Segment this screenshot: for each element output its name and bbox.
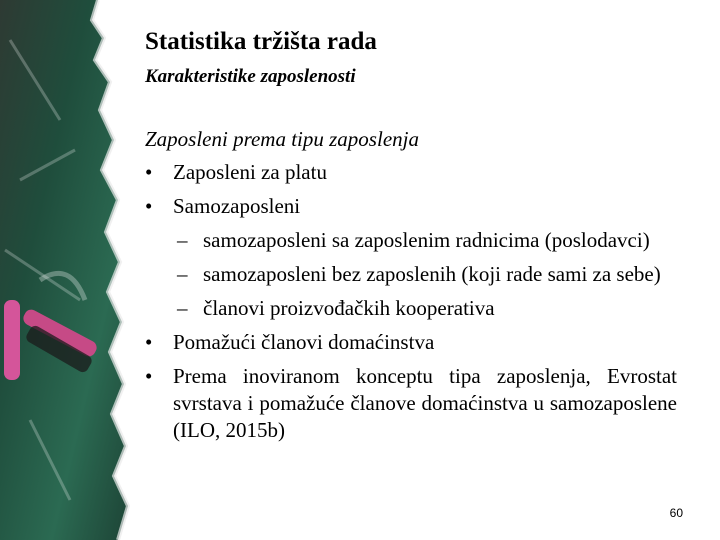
list-item	[145, 159, 677, 186]
chalkboard-decoration	[0, 0, 130, 540]
sub-list-item	[145, 261, 677, 288]
bullet-list	[145, 159, 677, 451]
bullet-icon: •	[145, 330, 153, 354]
slide-title: Statistika tržišta rada	[145, 28, 377, 55]
sub-list-item-text: članovi proizvođačkih kooperativa	[203, 296, 495, 320]
dash-icon: –	[177, 228, 188, 252]
page-number: 60	[669, 506, 683, 520]
list-item	[145, 329, 677, 356]
slide-subtitle: Karakteristike zaposlenosti	[145, 66, 356, 87]
bullet-icon: •	[145, 160, 153, 184]
sub-list-item-text: samozaposleni bez zaposlenih (koji rade sami za sebe)	[203, 262, 661, 286]
list-item	[145, 193, 677, 220]
list-item	[145, 363, 677, 444]
bullet-icon: •	[145, 194, 153, 218]
bullet-icon: •	[145, 364, 153, 388]
sub-list-item	[145, 295, 677, 322]
list-item-text: Pomažući članovi domaćinstva	[173, 330, 435, 354]
list-item-text: Zaposleni za platu	[173, 160, 327, 184]
section-heading: Zaposleni prema tipu zaposlenja	[145, 127, 419, 151]
dash-icon: –	[177, 296, 188, 320]
dash-icon: –	[177, 262, 188, 286]
list-item-text: Samozaposleni	[173, 194, 301, 218]
sub-list-item	[145, 227, 677, 254]
list-item-text: Prema inoviranom konceptu tipa zaposlenja, Evrostat svrstava i pomažuće članove domaćinstva u samozaposlene (ILO, 2015b)	[173, 364, 677, 442]
sub-list-item-text: samozaposleni sa zaposlenim radnicima (poslodavci)	[203, 228, 650, 252]
